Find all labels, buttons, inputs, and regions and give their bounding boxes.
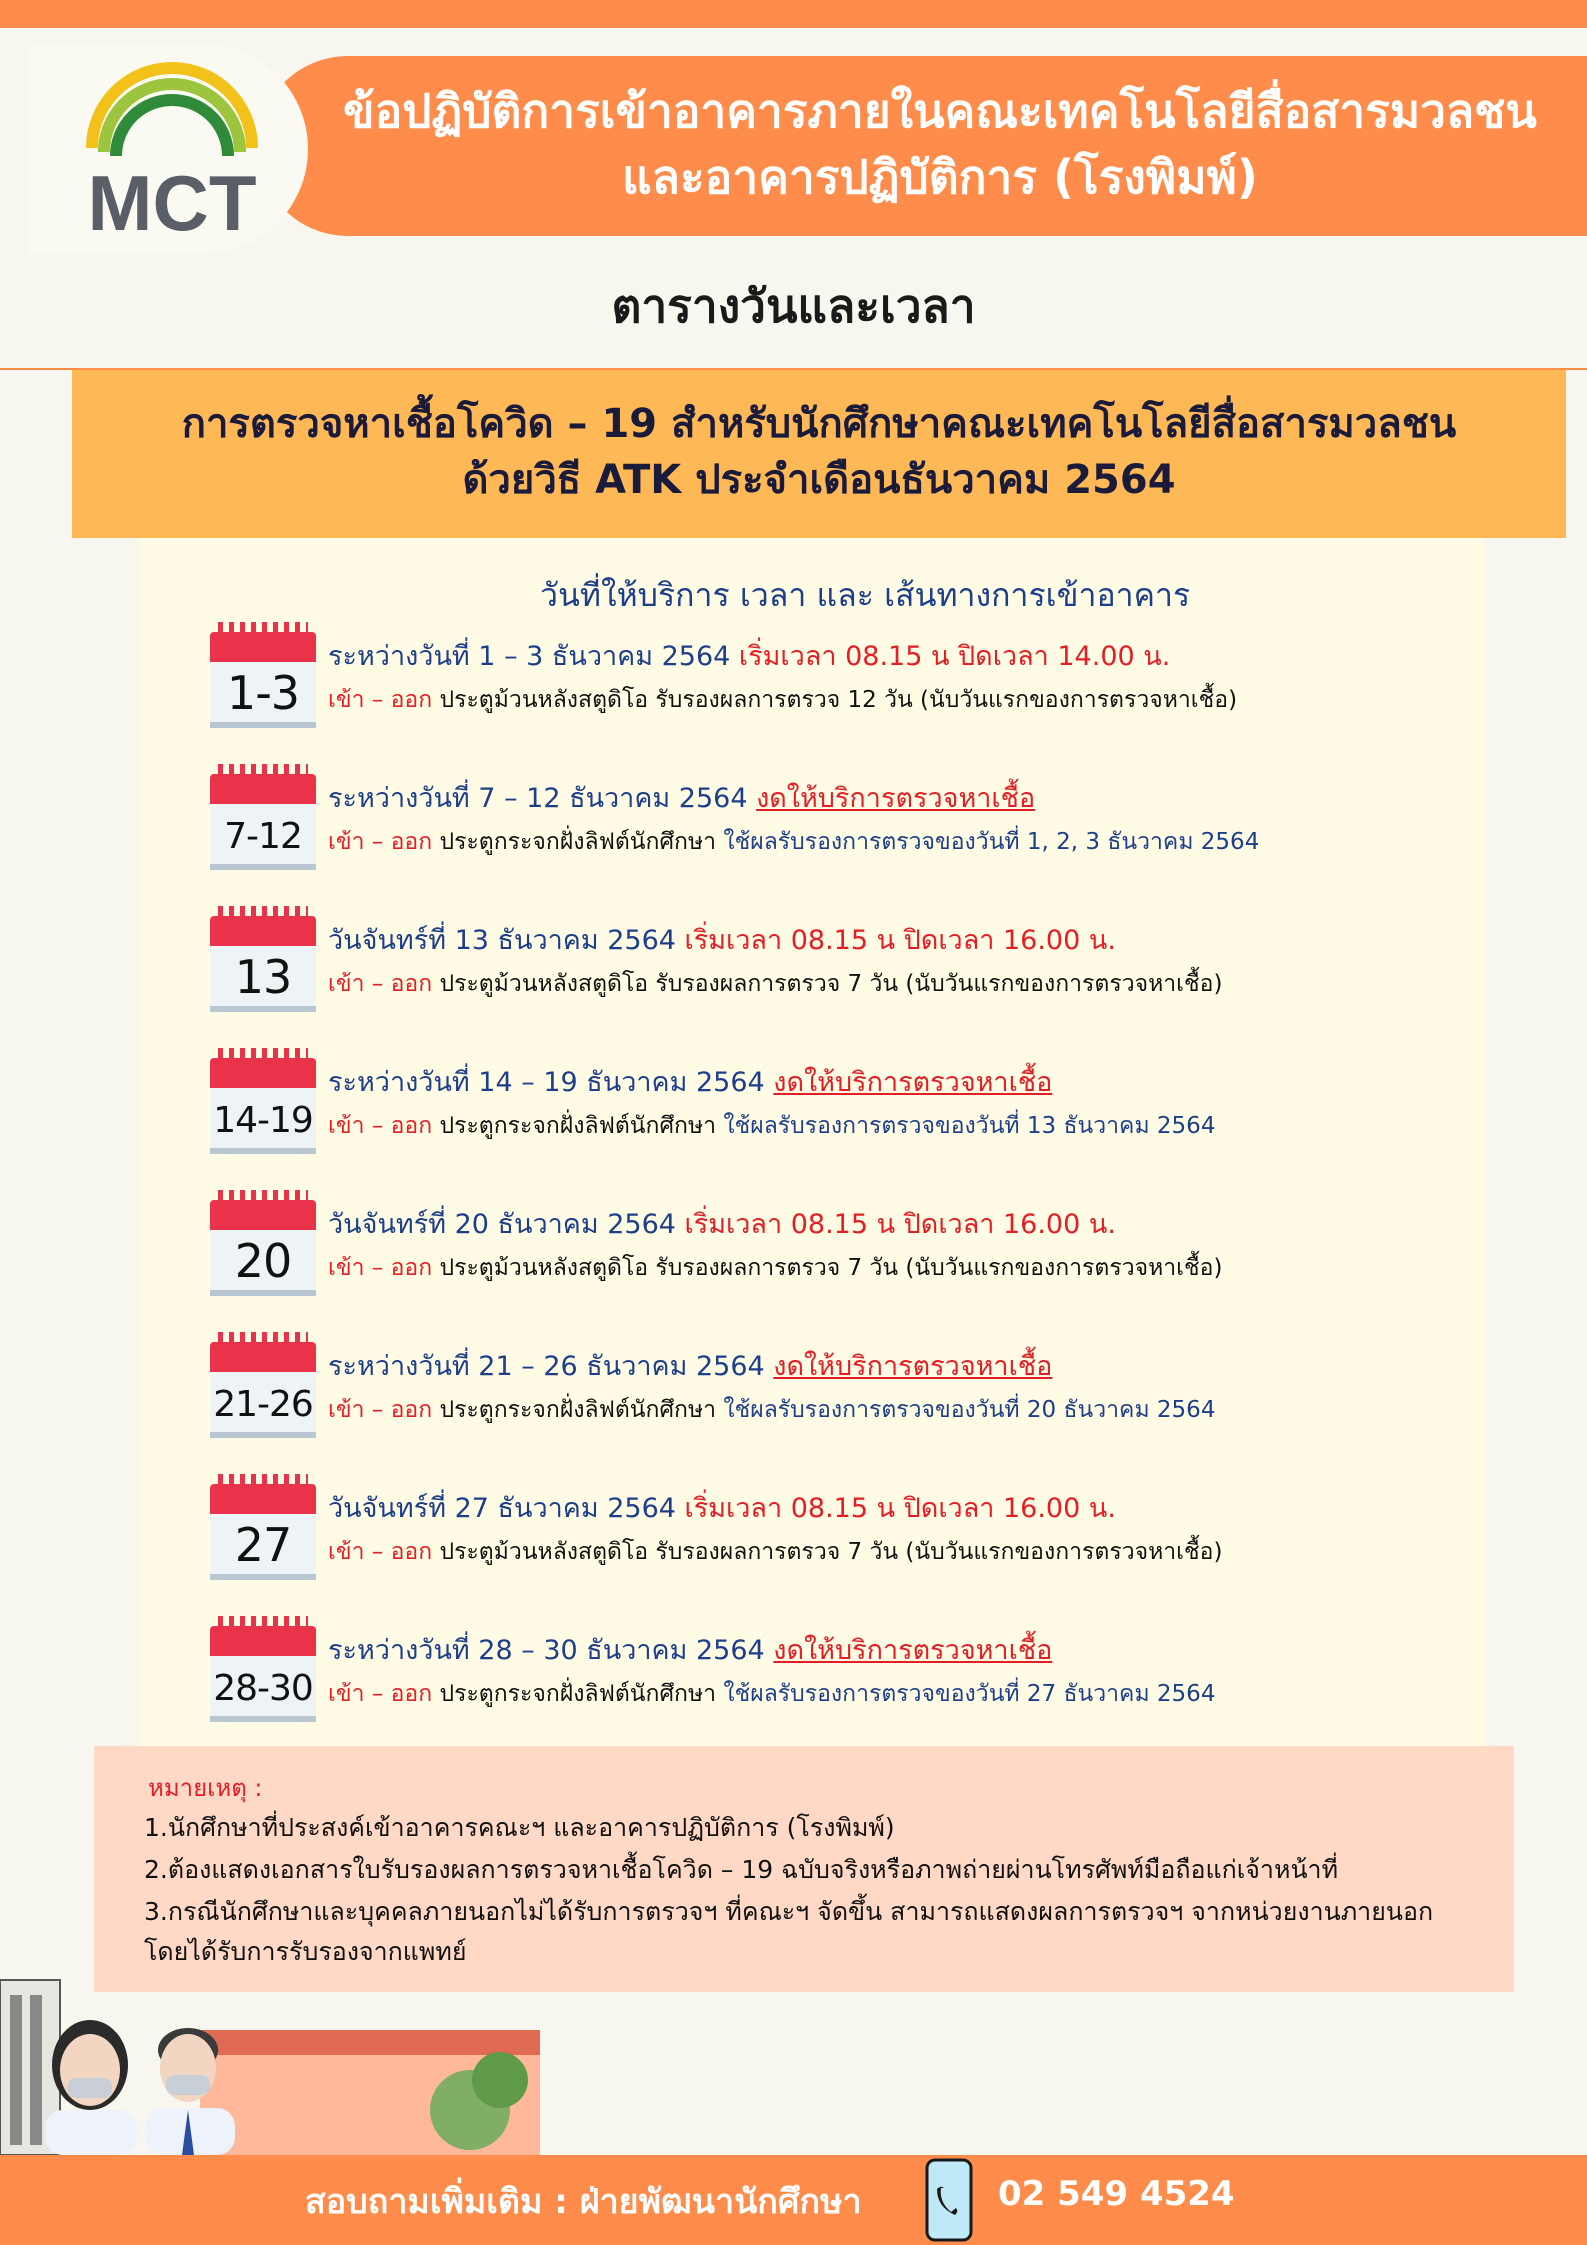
- row-status: เริ่มเวลา 08.15 น ปิดเวลา 16.00 น.: [684, 1493, 1116, 1524]
- schedule-row: [210, 1616, 1510, 1728]
- row-status: งดให้บริการตรวจหาเชื้อ: [773, 1635, 1053, 1666]
- contact-label: สอบถามเพิ่มเติม : ฝ่ายพัฒนานักศึกษา: [305, 2182, 862, 2222]
- calendar-icon: [210, 906, 316, 1014]
- contact-phone: 02 549 4524: [998, 2174, 1235, 2214]
- row-detail: ประตูม้วนหลังสตูดิโอ รับรองผลการตรวจ 7 วัน (นับวันแรกของการตรวจหาเชื้อ): [432, 1255, 1223, 1281]
- note-item: โดยได้รับการรับรองจากแพทย์: [144, 1937, 467, 1966]
- row-detail-line: [328, 682, 1237, 718]
- note-item: 2.ต้องแสดงเอกสารใบรับรองผลการตรวจหาเชื้อโควิด – 19 ฉบับจริงหรือภาพถ่ายผ่านโทรศัพท์มือถือแก่เจ้าหน้าที่: [144, 1855, 1339, 1884]
- banner-title: [72, 396, 1566, 508]
- notes-title: หมายเหตุ :: [148, 1774, 263, 1802]
- row-entry-exit: เข้า – ออก: [328, 829, 433, 855]
- calendar-icon: [210, 1048, 316, 1156]
- calendar-date: 1-3: [226, 666, 300, 720]
- schedule-row: [210, 1190, 1510, 1302]
- row-detail-cert: ใช้ผลรับรองการตรวจของวันที่ 13 ธันวาคม 2564: [723, 1113, 1216, 1139]
- row-detail-line: [328, 1534, 1222, 1570]
- row-date: วันจันทร์ที่ 20 ธันวาคม 2564: [328, 1209, 685, 1240]
- row-date-line: [328, 634, 1170, 677]
- row-detail-line: [328, 1250, 1222, 1286]
- row-detail: ประตูม้วนหลังสตูดิโอ รับรองผลการตรวจ 7 วัน (นับวันแรกของการตรวจหาเชื้อ): [432, 1539, 1223, 1565]
- row-date: วันจันทร์ที่ 27 ธันวาคม 2564: [328, 1493, 685, 1524]
- row-date-line: [328, 1486, 1116, 1529]
- row-date-line: [328, 1060, 1052, 1103]
- row-detail-line: [328, 1392, 1215, 1428]
- row-date: ระหว่างวันที่ 21 – 26 ธันวาคม 2564: [328, 1351, 774, 1382]
- row-status: เริ่มเวลา 08.15 น ปิดเวลา 16.00 น.: [684, 925, 1116, 956]
- calendar-date: 7-12: [224, 816, 302, 857]
- calendar-date: 20: [234, 1234, 292, 1288]
- calendar-icon: [210, 1616, 316, 1724]
- row-detail-cert: ใช้ผลรับรองการตรวจของวันที่ 20 ธันวาคม 2564: [723, 1397, 1216, 1423]
- row-status: งดให้บริการตรวจหาเชื้อ: [773, 1351, 1053, 1382]
- note-item: 3.กรณีนักศึกษาและบุคคลภายนอกไม่ได้รับการตรวจฯ ที่คณะฯ จัดขึ้น สามารถแสดงผลการตรวจฯ จากหน่วยงานภายนอก: [144, 1897, 1434, 1926]
- row-entry-exit: เข้า – ออก: [328, 1113, 433, 1139]
- schedule-row: [210, 622, 1510, 734]
- row-detail-cert: ใช้ผลรับรองการตรวจของวันที่ 1, 2, 3 ธันวาคม 2564: [723, 829, 1260, 855]
- banner-line-2: ด้วยวิธี ATK ประจำเดือนธันวาคม 2564: [462, 457, 1176, 503]
- students-illustration: [0, 1950, 600, 2155]
- row-date: วันจันทร์ที่ 13 ธันวาคม 2564: [328, 925, 685, 956]
- calendar-icon: [210, 764, 316, 872]
- row-date-line: [328, 1202, 1116, 1245]
- row-date-line: [328, 1628, 1052, 1671]
- row-status: เริ่มเวลา 08.15 น ปิดเวลา 14.00 น.: [738, 641, 1171, 672]
- schedule-row: [210, 1332, 1510, 1444]
- schedule-row: [210, 1048, 1510, 1160]
- row-date: ระหว่างวันที่ 14 – 19 ธันวาคม 2564: [328, 1067, 774, 1098]
- calendar-date: 13: [234, 950, 292, 1004]
- row-date: ระหว่างวันที่ 28 – 30 ธันวาคม 2564: [328, 1635, 774, 1666]
- row-entry-exit: เข้า – ออก: [328, 687, 433, 713]
- row-entry-exit: เข้า – ออก: [328, 1397, 433, 1423]
- calendar-icon: [210, 1190, 316, 1298]
- calendar-date: 14-19: [213, 1100, 313, 1141]
- row-entry-exit: เข้า – ออก: [328, 971, 433, 997]
- row-date-line: [328, 776, 1035, 819]
- row-date-line: [328, 1344, 1052, 1387]
- row-entry-exit: เข้า – ออก: [328, 1681, 433, 1707]
- calendar-icon: [210, 1474, 316, 1582]
- row-detail: ประตูกระจกฝั่งลิฟต์นักศึกษา: [432, 1113, 724, 1139]
- row-detail-line: [328, 824, 1259, 860]
- mct-logo: [72, 58, 272, 238]
- schedule-heading: วันที่ให้บริการ เวลา และ เส้นทางการเข้าอาคาร: [540, 576, 1191, 614]
- calendar-date: 21-26: [213, 1384, 313, 1425]
- page-title: [300, 78, 1580, 210]
- top-strip: [0, 0, 1587, 28]
- note-item: 1.นักศึกษาที่ประสงค์เข้าอาคารคณะฯ และอาคารปฏิบัติการ (โรงพิมพ์): [144, 1813, 895, 1842]
- schedule-row: [210, 764, 1510, 876]
- row-status: งดให้บริการตรวจหาเชื้อ: [756, 783, 1036, 814]
- row-entry-exit: เข้า – ออก: [328, 1539, 433, 1565]
- row-detail-line: [328, 1676, 1215, 1712]
- row-date: ระหว่างวันที่ 7 – 12 ธันวาคม 2564: [328, 783, 757, 814]
- schedule-row: [210, 1474, 1510, 1586]
- row-status: เริ่มเวลา 08.15 น ปิดเวลา 16.00 น.: [684, 1209, 1116, 1240]
- row-detail-line: [328, 966, 1222, 1002]
- row-detail: ประตูม้วนหลังสตูดิโอ รับรองผลการตรวจ 12 วัน (นับวันแรกของการตรวจหาเชื้อ): [432, 687, 1238, 713]
- banner-line-1: การตรวจหาเชื้อโควิด – 19 สำหรับนักศึกษาคณะเทคโนโลยีสื่อสารมวลชน: [181, 401, 1457, 447]
- calendar-date: 28-30: [213, 1668, 313, 1709]
- row-detail: ประตูกระจกฝั่งลิฟต์นักศึกษา: [432, 1397, 724, 1423]
- calendar-icon: [210, 1332, 316, 1440]
- title-line-1: ข้อปฏิบัติการเข้าอาคารภายในคณะเทคโนโลยีสื่อสารมวลชน: [343, 84, 1537, 138]
- row-date: ระหว่างวันที่ 1 – 3 ธันวาคม 2564: [328, 641, 739, 672]
- row-detail-cert: ใช้ผลรับรองการตรวจของวันที่ 27 ธันวาคม 2564: [723, 1681, 1216, 1707]
- row-status: งดให้บริการตรวจหาเชื้อ: [773, 1067, 1053, 1098]
- row-date-line: [328, 918, 1116, 961]
- calendar-date: 27: [234, 1518, 292, 1572]
- calendar-icon: [210, 622, 316, 730]
- row-detail: ประตูกระจกฝั่งลิฟต์นักศึกษา: [432, 1681, 724, 1707]
- phone-icon: [924, 2158, 974, 2242]
- row-entry-exit: เข้า – ออก: [328, 1255, 433, 1281]
- title-line-2: และอาคารปฏิบัติการ (โรงพิมพ์): [622, 150, 1258, 204]
- logo-text: MCT: [87, 159, 257, 238]
- schedule-row: [210, 906, 1510, 1018]
- subheader: ตารางวันและเวลา: [611, 279, 976, 333]
- row-detail: ประตูกระจกฝั่งลิฟต์นักศึกษา: [432, 829, 724, 855]
- row-detail: ประตูม้วนหลังสตูดิโอ รับรองผลการตรวจ 7 วัน (นับวันแรกของการตรวจหาเชื้อ): [432, 971, 1223, 997]
- row-detail-line: [328, 1108, 1215, 1144]
